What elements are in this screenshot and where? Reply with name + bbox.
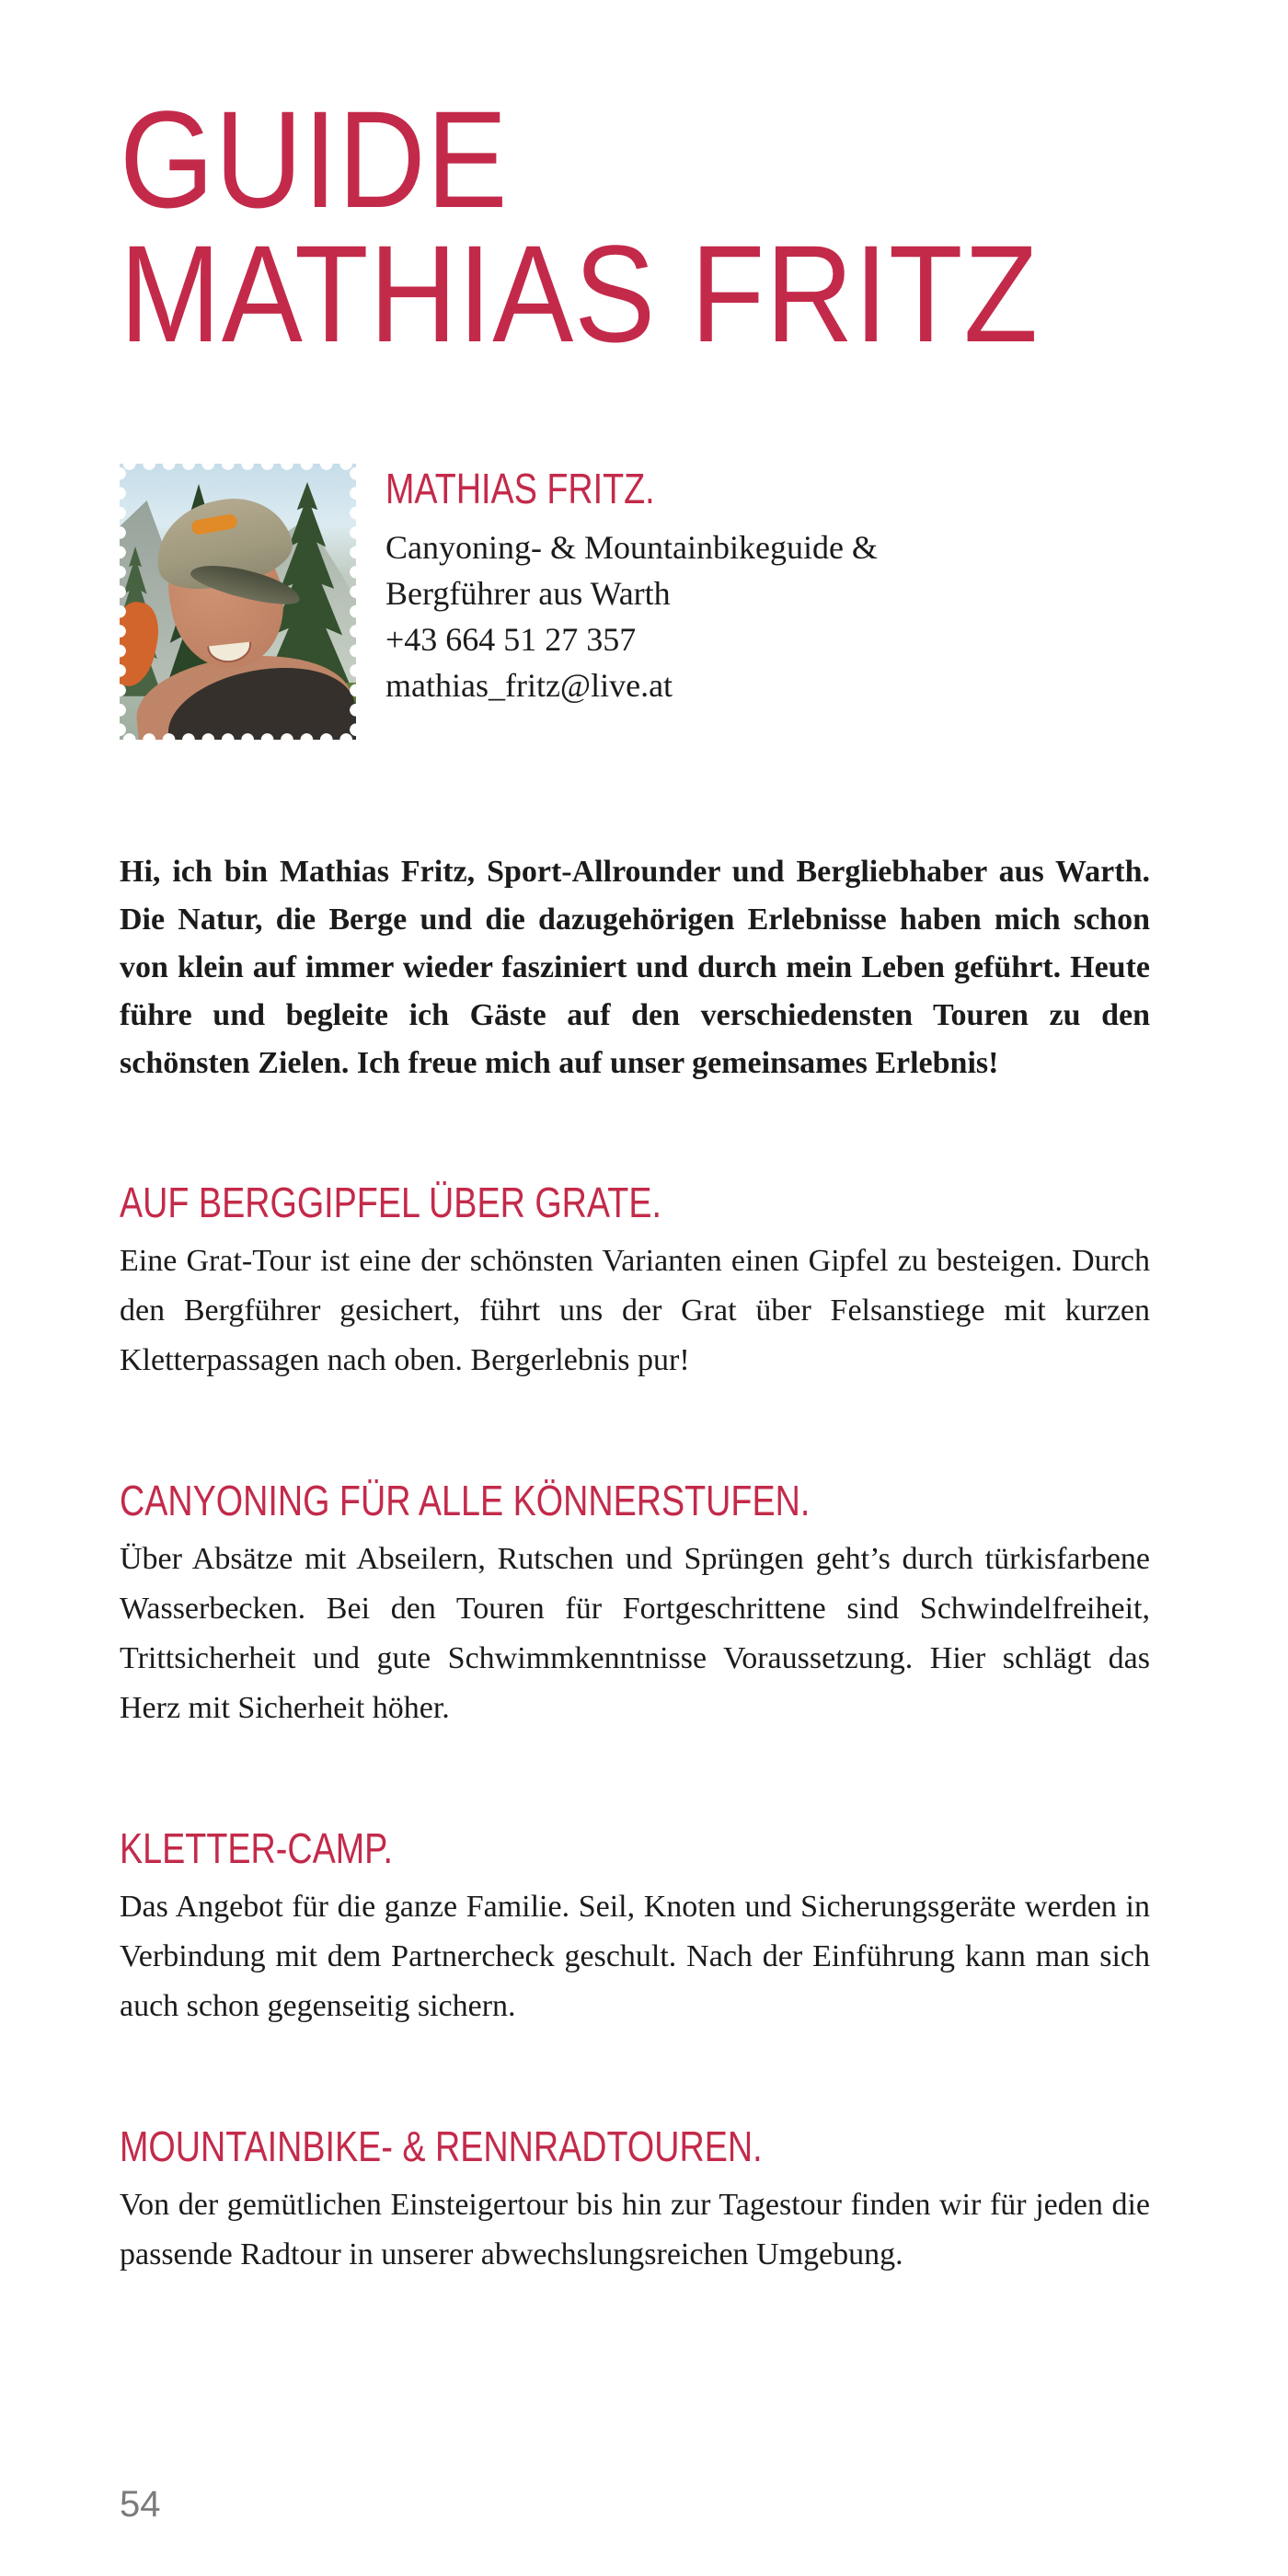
section-kletter-camp bbox=[120, 1825, 1150, 2031]
contact-name-text: MATHIAS FRITZ. bbox=[385, 465, 655, 512]
section-canyoning bbox=[120, 1478, 1150, 1733]
section-heading-text: AUF BERGGIPFEL ÜBER GRATE. bbox=[120, 1179, 661, 1226]
contact-email: mathias_fritz@live.at bbox=[385, 667, 673, 704]
page-title bbox=[120, 82, 1150, 371]
profile-photo-stamp bbox=[120, 464, 356, 740]
section-body-mountainbike: Von der gemütlichen Einsteigertour bis hin zur Tagestour finden wir für jeden die passende Radtour in unserer abwechslungsreichen Umgebung. bbox=[120, 2188, 1150, 2271]
section-heading-text: MOUNTAINBIKE- & RENNRADTOUREN. bbox=[120, 2122, 763, 2170]
page-title-line1: GUIDE bbox=[120, 82, 509, 236]
contact-role-line2: Bergführer aus Warth bbox=[385, 575, 671, 612]
section-body-kletter-camp: Das Angebot für die ganze Familie. Seil, Knoten und Sicherungsgeräte werden in Verbindung mit dem Partnercheck geschult. Nach der Einführung kann man sich auch schon gegenseitig sichern. bbox=[120, 1890, 1150, 2023]
page-number: 54 bbox=[120, 2484, 161, 2524]
section-berggipfel bbox=[120, 1179, 1150, 1386]
page-title-line2: MATHIAS FRITZ bbox=[120, 216, 1039, 371]
section-heading-text: CANYONING FÜR ALLE KÖNNERSTUFEN. bbox=[120, 1477, 811, 1524]
page-title-lines bbox=[120, 82, 1039, 371]
contact-role-line1: Canyoning- & Mountainbikeguide & bbox=[385, 529, 878, 566]
section-heading-canyoning bbox=[120, 1478, 1150, 1524]
contact-name bbox=[385, 466, 878, 512]
section-heading-mountainbike bbox=[120, 2123, 1150, 2169]
profile-section bbox=[120, 464, 1150, 740]
section-heading-kletter-camp bbox=[120, 1825, 1150, 1871]
contact-card bbox=[385, 464, 878, 740]
section-heading-text: KLETTER-CAMP. bbox=[120, 1824, 393, 1872]
section-mountainbike bbox=[120, 2123, 1150, 2280]
intro-paragraph: Hi, ich bin Mathias Fritz, Sport-Allrounder und Bergliebhaber aus Warth. Die Natur, die Berge und die dazugehörigen Erlebnisse haben mich schon von klein auf immer wieder fasziniert und durch mein Leben geführt. Heute führe und begleite ich Gäste auf den verschiedensten Touren zu den schönsten Zielen. Ich freue mich auf unser gemeinsames Erlebnis! bbox=[120, 855, 1150, 1080]
section-body-berggipfel: Eine Grat-Tour ist eine der schönsten Varianten einen Gipfel zu besteigen. Durch den Bergführer gesichert, führt uns der Grat über Felsanstiege mit kurzen Kletterpassagen nach oben. Bergerlebnis pur! bbox=[120, 1244, 1150, 1377]
section-body-canyoning: Über Absätze mit Abseilern, Rutschen und Sprüngen geht’s durch türkisfarbene Wasserbecken. Bei den Touren für Fortgeschrittene sind Schwindelfreiheit, Trittsicherheit und gute Schwimmkenntnisse Voraussetzung. Hier schlägt das Herz mit Sicherheit höher. bbox=[120, 1542, 1150, 1725]
section-heading-berggipfel bbox=[120, 1179, 1150, 1225]
contact-phone: +43 664 51 27 357 bbox=[385, 621, 637, 658]
